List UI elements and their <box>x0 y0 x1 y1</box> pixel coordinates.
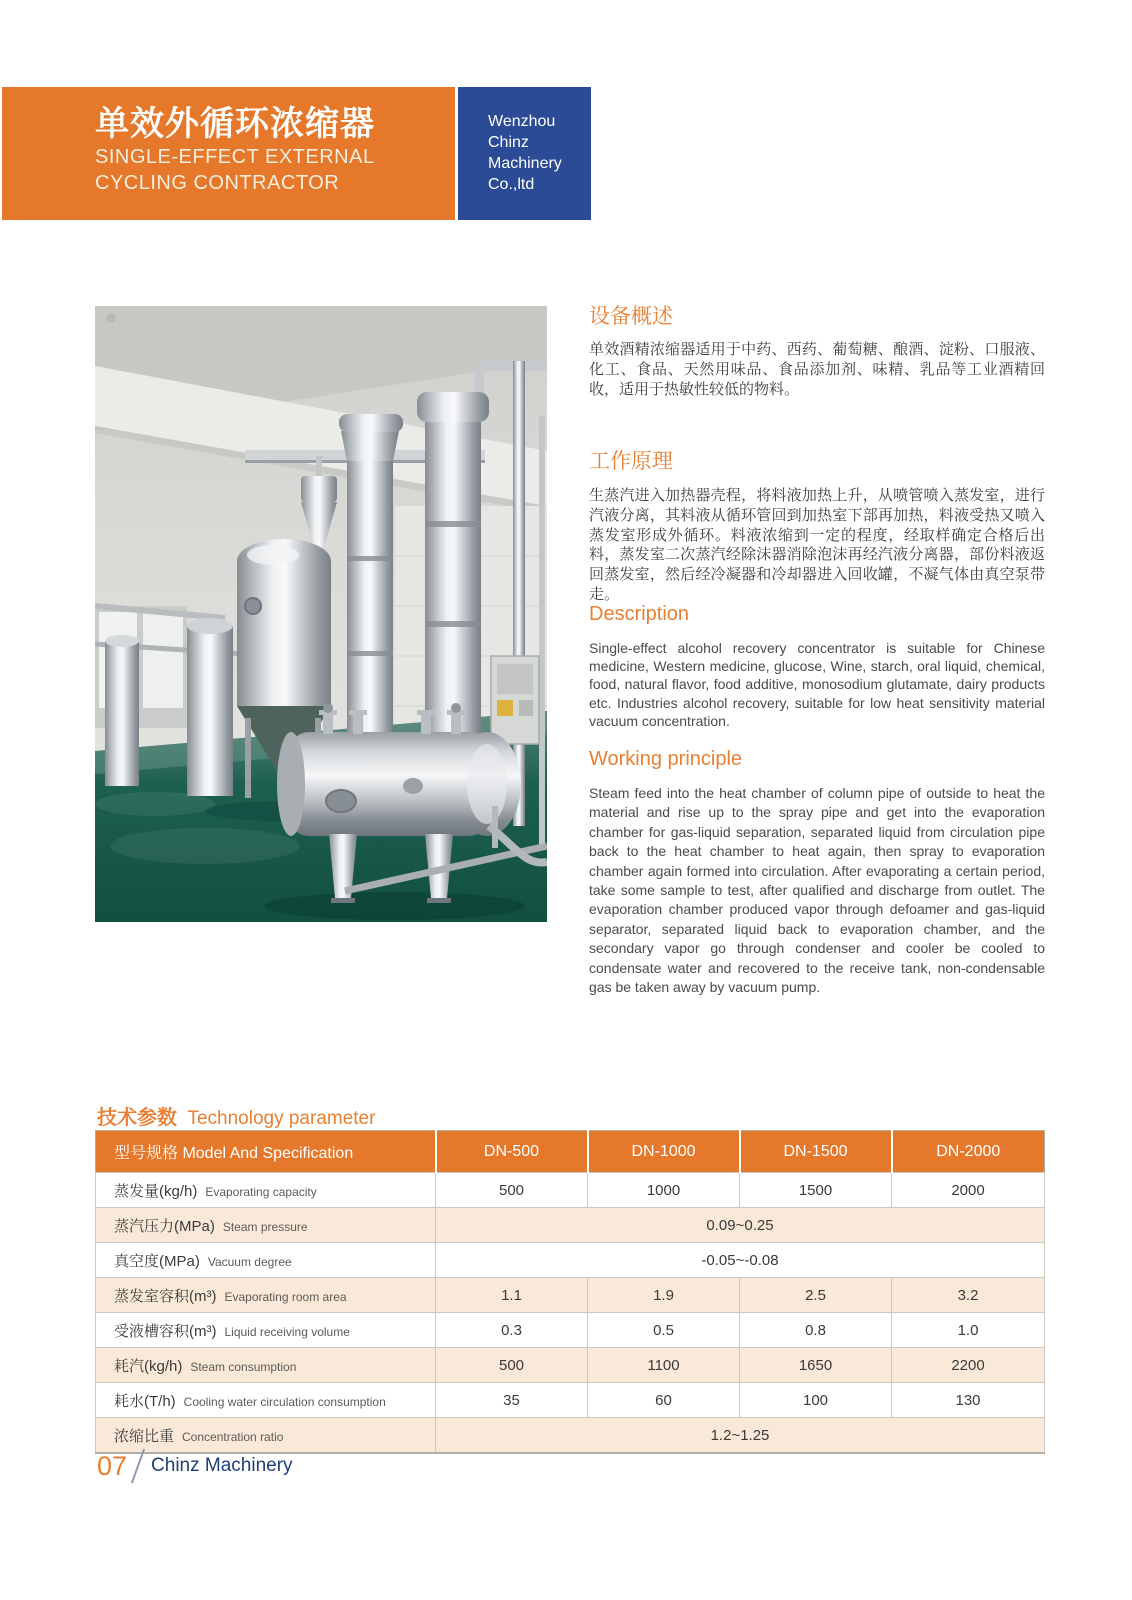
spec-row <box>96 1348 1045 1383</box>
param-value: 1650 <box>740 1348 892 1383</box>
spec-row <box>96 1278 1045 1313</box>
param-value: 2.5 <box>740 1278 892 1313</box>
param-label <box>96 1173 436 1208</box>
param-label-zh: 蒸汽压力(MPa) <box>114 1217 215 1235</box>
section-overview <box>589 306 1045 399</box>
param-label-zh: 耗水(T/h) <box>114 1392 176 1410</box>
company-badge <box>458 87 591 220</box>
param-value: 100 <box>740 1383 892 1418</box>
footer-brand: Chinz Machinery <box>151 1455 293 1476</box>
param-value: 1100 <box>588 1348 740 1383</box>
param-label <box>96 1313 436 1348</box>
param-value: 130 <box>892 1383 1045 1418</box>
section-heading: 工作原理 <box>589 450 673 473</box>
company-line: Wenzhou <box>488 113 556 130</box>
param-label-en: Evaporating capacity <box>205 1184 317 1199</box>
param-label-en: Liquid receiving volume <box>224 1324 350 1339</box>
param-value: 0.8 <box>740 1313 892 1348</box>
param-label-en: Vacuum degree <box>207 1254 292 1269</box>
section-description <box>589 603 1045 730</box>
param-value: 0.3 <box>436 1313 588 1348</box>
param-value-span: -0.05~-0.08 <box>436 1243 1045 1278</box>
param-label-zh: 真空度(MPa) <box>114 1252 200 1270</box>
param-label-en: Concentration ratio <box>182 1429 284 1444</box>
param-label-en: Steam pressure <box>222 1219 308 1234</box>
model-col-header-2: DN-1000 <box>588 1131 740 1173</box>
param-label <box>96 1278 436 1313</box>
param-value: 2200 <box>892 1348 1045 1383</box>
param-value: 1.9 <box>588 1278 740 1313</box>
param-label-zh: 浓缩比重 <box>114 1427 175 1445</box>
param-label <box>96 1208 436 1243</box>
section-heading: Working principle <box>589 748 743 770</box>
param-value: 35 <box>436 1383 588 1418</box>
page-title-zh: 单效外循环浓缩器 <box>95 105 375 143</box>
param-value: 0.5 <box>588 1313 740 1348</box>
spec-row <box>96 1243 1045 1278</box>
spec-row <box>96 1313 1045 1348</box>
spec-table-header-row <box>96 1131 1045 1173</box>
page-number: 07 <box>97 1450 128 1481</box>
parameters-heading-zh: 技术参数 <box>97 1107 177 1129</box>
spec-row <box>96 1173 1045 1208</box>
section-body: 单效酒精浓缩器适用于中药、西药、葡萄糖、酿酒、淀粉、口服液、化工、食品、天然用味品、食品添加剂、味精、乳品等工业酒精回收，适用于热敏性较低的物料。 <box>589 341 1045 398</box>
spec-row <box>96 1208 1045 1243</box>
company-line: Chinz <box>488 134 529 151</box>
page-title-en-line2: CYCLING CONTRACTOR <box>95 172 340 194</box>
spec-row <box>96 1383 1045 1418</box>
param-value: 1.1 <box>436 1278 588 1313</box>
section-body: Steam feed into the heat chamber of column pipe of outside to heat the material and rise up to the spray pipe and get into the evaporation chamber for gas-liquid separation, separated liquid from circulation pipe back to the heat chamber to heat again, then spray to evaporation chamber again formed into circulation. After evaporating a certain period, take some sample to test, after qualified and discharge from outlet. The evaporation chamber produced vapor through defoamer and gas-liquid separator, separated liquid back to evaporation chamber, and the secondary vapor go through condenser and cooler be cooled to condensate water and recovered to the receive tank, non-condensable gas be taken away by vacuum pump. <box>589 785 1045 996</box>
param-value: 500 <box>436 1173 588 1208</box>
param-label-en: Cooling water circulation consumption <box>183 1394 386 1409</box>
param-label <box>96 1383 436 1418</box>
title-banner <box>2 87 455 220</box>
spec-table <box>95 1130 1045 1454</box>
param-value-span: 0.09~0.25 <box>436 1208 1045 1243</box>
param-value: 1000 <box>588 1173 740 1208</box>
slash-divider <box>131 1449 145 1484</box>
spec-col-header: 型号规格 Model And Specification <box>96 1131 436 1173</box>
company-line: Machinery <box>488 155 562 172</box>
param-value: 500 <box>436 1348 588 1383</box>
page-footer <box>97 1448 293 1484</box>
param-label-en: Steam consumption <box>190 1359 297 1374</box>
equipment-photo-art <box>95 306 547 922</box>
param-label-en: Evaporating room area <box>224 1289 347 1304</box>
company-line: Co.,ltd <box>488 176 535 193</box>
param-label <box>96 1348 436 1383</box>
param-value: 60 <box>588 1383 740 1418</box>
section-heading: 设备概述 <box>589 305 673 328</box>
model-col-header-1: DN-500 <box>436 1131 588 1173</box>
param-label-zh: 耗汽(kg/h) <box>114 1357 183 1375</box>
parameters-heading-en: Technology parameter <box>187 1108 376 1129</box>
equipment-photo <box>95 306 547 922</box>
param-value: 1500 <box>740 1173 892 1208</box>
section-working-principle-en <box>589 748 1045 997</box>
param-label-zh: 蒸发量(kg/h) <box>114 1182 198 1200</box>
section-body: 生蒸汽进入加热器壳程，将料液加热上升，从喷管喷入蒸发室，进行汽液分离，其料液从循环管回到加热室下部再加热，料液受热又喷入蒸发室形成外循环。料液浓缩到一定的程度，经取样确定合格后出料，蒸发室二次蒸汽经除沫器消除泡沫再经汽液分离器，部份料液返回蒸发室，然后经冷凝器和冷却器进入回收罐，不凝气体由真空泵带走。 <box>589 487 1045 603</box>
section-heading: Description <box>589 603 690 625</box>
page-title-en-line1: SINGLE-EFFECT EXTERNAL <box>95 146 375 168</box>
model-col-header-4: DN-2000 <box>892 1131 1045 1173</box>
param-value: 2000 <box>892 1173 1045 1208</box>
parameters-heading <box>97 1101 375 1130</box>
param-value: 3.2 <box>892 1278 1045 1313</box>
section-body: Single-effect alcohol recovery concentrator is suitable for Chinese medicine, Western medicine, glucose, Wine, starch, oral liquid, chemical, food, natural flavor, food additive, monosodium glutamate, dairy products etc. Industries alcohol recovery, suitable for low heat sensitivity material vacuum concentration. <box>589 640 1045 729</box>
param-label <box>96 1243 436 1278</box>
model-col-header-3: DN-1500 <box>740 1131 892 1173</box>
param-label-zh: 蒸发室容积(m³) <box>114 1287 217 1305</box>
param-value-span: 1.2~1.25 <box>436 1418 1045 1454</box>
param-value: 1.0 <box>892 1313 1045 1348</box>
section-working-principle-zh <box>589 451 1045 605</box>
param-label-zh: 受液槽容积(m³) <box>114 1322 217 1340</box>
